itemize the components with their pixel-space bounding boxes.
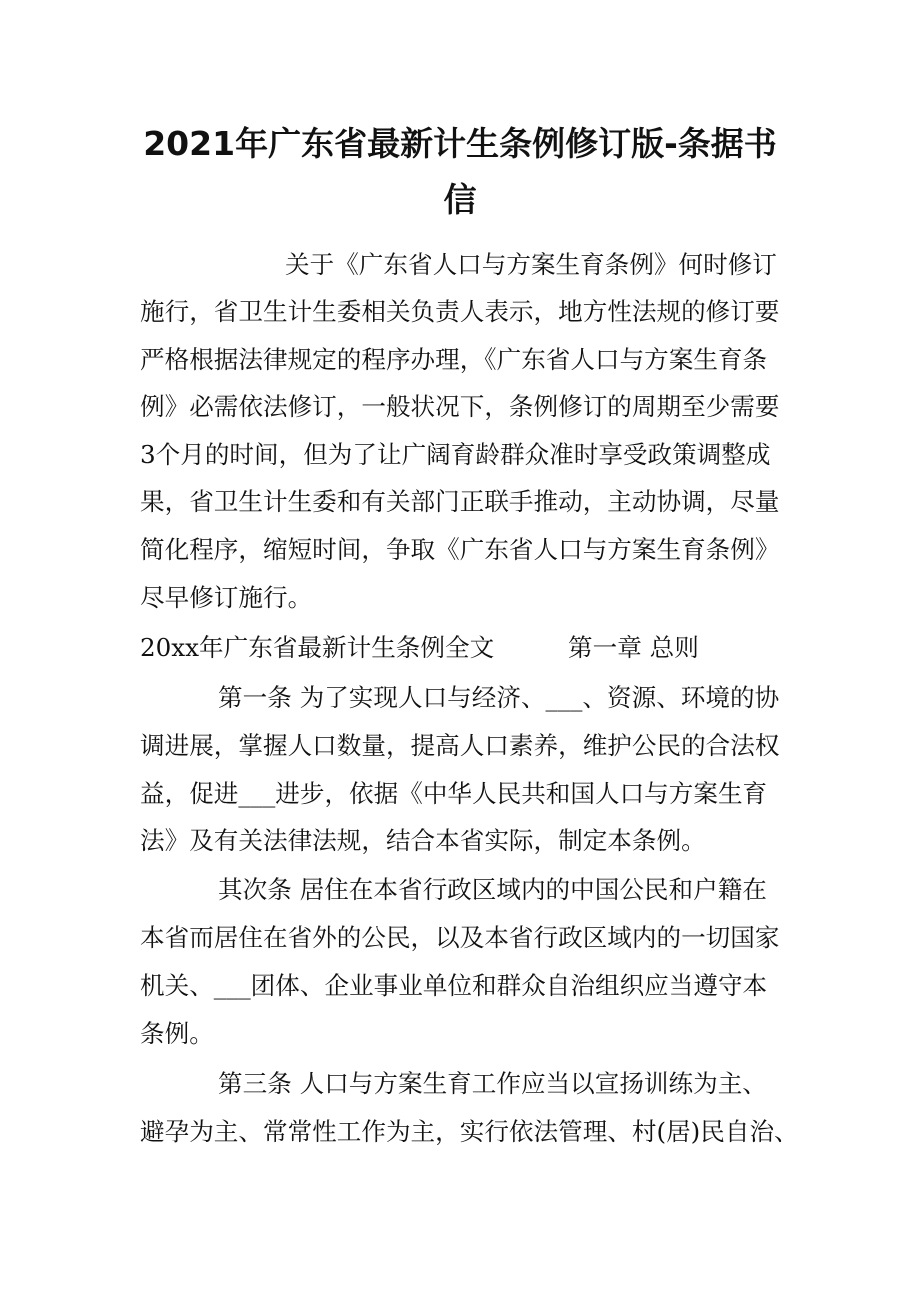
article-3-line: 第三条 人口与方案生育工作应当以宣扬训练为主、 — [218, 1069, 767, 1098]
intro-line: 果，省卫生计生委和有关部门正联手推动，主动协调，尽量 — [140, 487, 780, 516]
fulltext-heading: 20xx年广东省最新计生条例全文 — [140, 633, 495, 662]
intro-line: 尽早修订施行。 — [140, 583, 313, 612]
intro-line: 3个月的时间，但为了让广阔育龄群众准时享受政策调整成 — [140, 440, 771, 469]
document-title: 2021年广东省最新计生条例修订版-条据书 — [143, 124, 777, 163]
intro-line: 简化程序，缩短时间，争取《广东省人口与方案生育条例》 — [140, 535, 780, 564]
article-1-line: 第一条 为了实现人口与经济、___、资源、环境的协 — [218, 683, 780, 712]
article-2-line: 条例。 — [140, 1019, 214, 1048]
article-1-line: 法》及有关法律法规，结合本省实际，制定本条例。 — [140, 826, 706, 855]
intro-line: 关于《广东省人口与方案生育条例》何时修订 — [285, 250, 777, 279]
article-1-line: 调进展，掌握人口数量，提高人口素养，维护公民的合法权 — [140, 731, 780, 760]
article-1-line: 益，促进___进步，依据《中华人民共和国人口与方案生育 — [140, 779, 768, 808]
article-2-line: 机关、___团体、企业事业单位和群众自治组织应当遵守本 — [140, 971, 768, 1000]
intro-line: 例》必需依法修订，一般状况下，条例修订的周期至少需要 — [140, 392, 780, 421]
article-2-line: 本省而居住在省外的公民，以及本省行政区域内的一切国家 — [140, 923, 780, 952]
document-title-continued: 信 — [443, 180, 477, 219]
chapter-heading: 第一章 总则 — [568, 633, 699, 662]
article-2-line: 其次条 居住在本省行政区域内的中国公民和户籍在 — [218, 875, 767, 904]
article-3-line: 避孕为主、常常性工作为主，实行依法管理、村(居)民自治、 — [140, 1117, 799, 1146]
intro-line: 严格根据法律规定的程序办理，《广东省人口与方案生育条 — [140, 345, 768, 374]
intro-line: 施行，省卫生计生委相关负责人表示，地方性法规的修订要 — [140, 297, 780, 326]
